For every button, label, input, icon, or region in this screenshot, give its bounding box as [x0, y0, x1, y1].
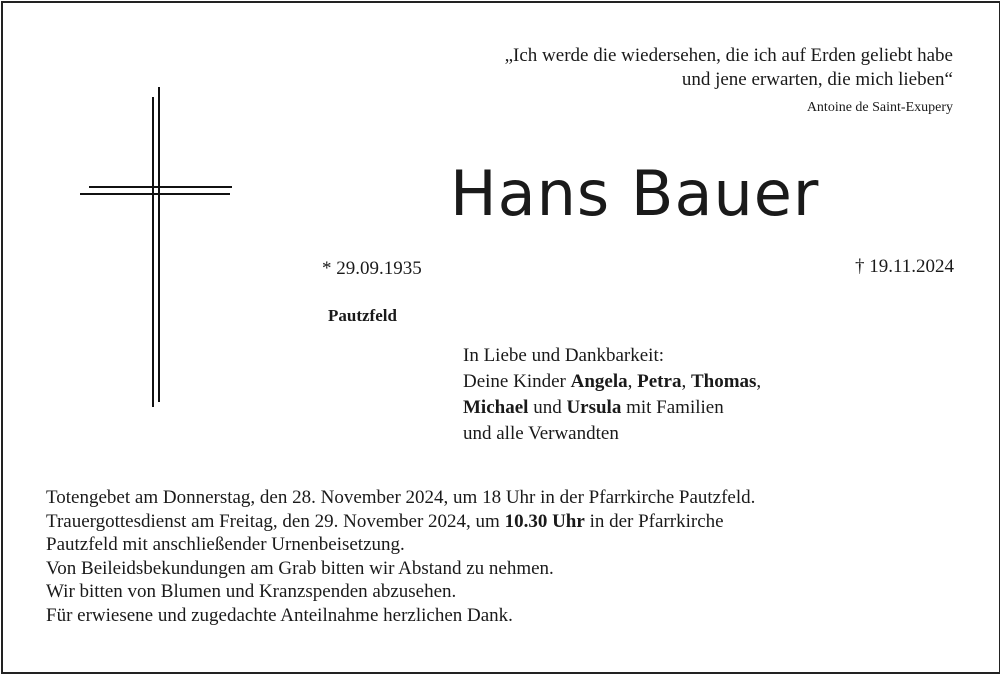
family-block: [463, 343, 761, 447]
cross-horizontal-line-2: [80, 193, 230, 195]
cross-vertical-line-2: [158, 87, 160, 402]
notice-line-3: Pautzfeld mit anschließender Urnenbeisetzung.: [46, 534, 405, 555]
notice-line-6: Für erwiesene und zugedachte Anteilnahme herzlichen Dank.: [46, 604, 513, 626]
child-ursula: Ursula: [566, 397, 622, 418]
quote: [505, 44, 953, 92]
child-petra: Petra: [637, 371, 682, 392]
quote-line-1: „Ich werde die wiedersehen, die ich auf Erden geliebt habe: [504, 45, 953, 66]
hometown: Pautzfeld: [328, 306, 397, 325]
conjunction: und: [528, 397, 567, 418]
notice-line-2: [46, 510, 755, 534]
notice-line-2-end: in der Pfarrkirche: [584, 510, 724, 532]
child-thomas: Thomas: [690, 371, 757, 392]
quote-line-2: und jene erwarten, die mich lieben“: [681, 69, 953, 90]
latin-cross-icon: [80, 87, 235, 407]
separator: ,: [756, 371, 762, 392]
notice-line-4: Von Beileidsbekundungen am Grab bitten wir Abstand zu nehmen.: [46, 557, 554, 579]
family-intro: In Liebe und Dankbarkeit:: [463, 345, 665, 366]
family-children-line-2: [463, 395, 761, 421]
separator: ,: [627, 371, 638, 392]
notice-line-1: Totengebet am Donnerstag, den 28. November 2024, um 18 Uhr in der Pfarrkirche Pautzfeld.: [46, 487, 756, 508]
family-children-line: [463, 369, 761, 395]
service-time: 10.30 Uhr: [504, 510, 585, 532]
cross-vertical-line-1: [152, 97, 154, 407]
quote-author: Antoine de Saint-Exupery: [806, 100, 953, 115]
children-prefix: Deine Kinder: [463, 371, 571, 392]
death-date: † 19.11.2024: [854, 256, 954, 277]
notice-line-5: Wir bitten von Blumen und Kranzspenden abzusehen.: [46, 581, 457, 602]
service-notice: [46, 486, 755, 627]
child-angela: Angela: [570, 371, 628, 392]
separator: ,: [681, 371, 691, 392]
cross-horizontal-line-1: [89, 186, 232, 188]
child-michael: Michael: [463, 397, 529, 418]
birth-date: * 29.09.1935: [322, 258, 422, 279]
notice-line-2-start: Trauergottesdienst am Freitag, den 29. November 2024, um: [46, 510, 505, 532]
deceased-name: Hans Bauer: [450, 157, 820, 230]
family-relatives: und alle Verwandten: [463, 423, 619, 444]
with-families: mit Familien: [621, 397, 724, 418]
